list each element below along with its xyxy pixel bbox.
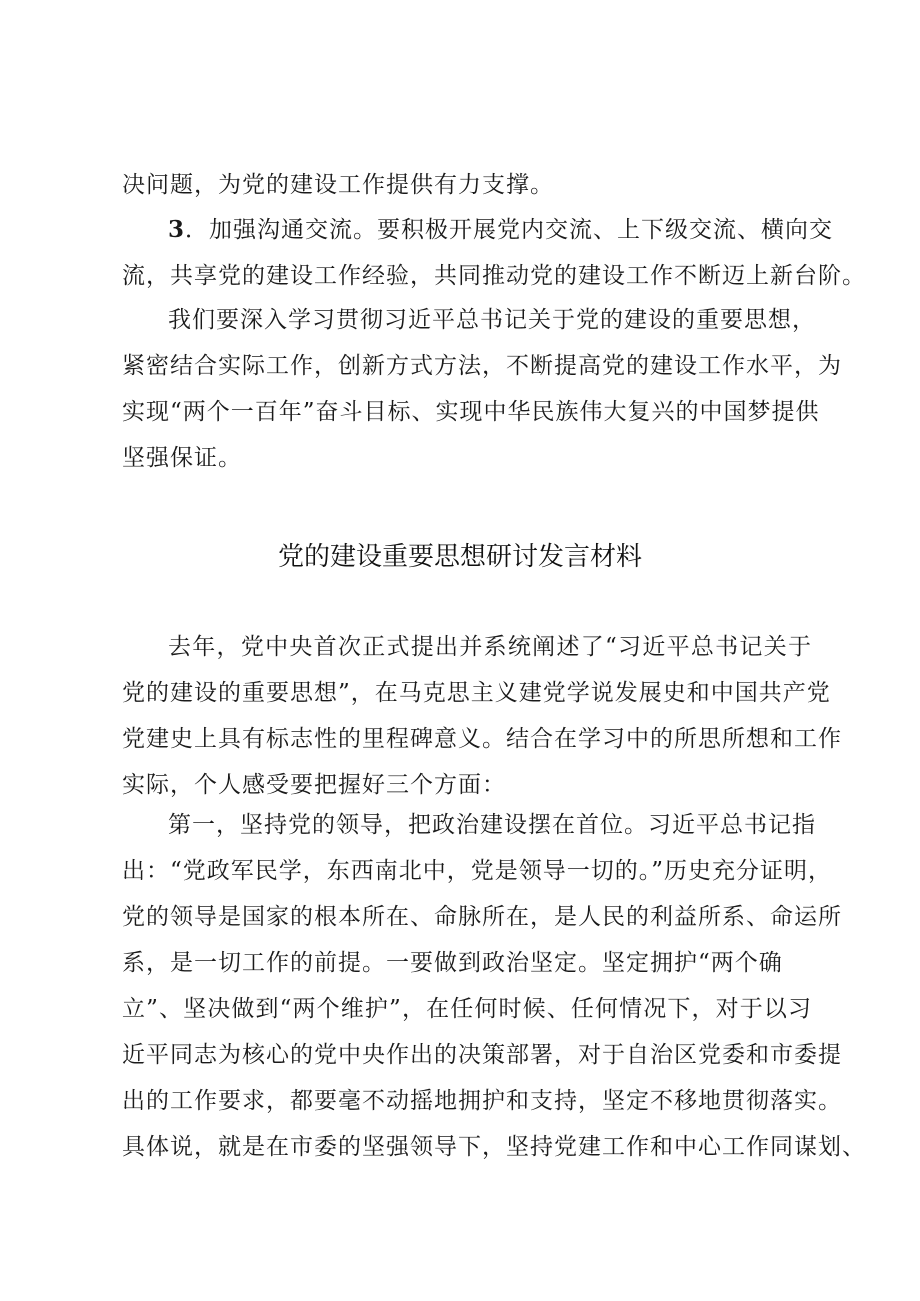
- text-line: 实际，个人感受要把握好三个方面：: [122, 772, 506, 798]
- text-line: 坚强保证。: [122, 445, 242, 471]
- text-line: 立”、坚决做到“两个维护”，在任何时候、任何情况下，对于以习: [122, 996, 812, 1022]
- item-number: 3: [168, 216, 186, 243]
- text-line: 出的工作要求，都要毫不动摇地拥护和支持，坚定不移地贯彻落实。: [122, 1088, 842, 1114]
- text-line: 党的领导是国家的根本所在、命脉所在，是人民的利益所系、命运所: [122, 904, 842, 930]
- text-line: [122, 207, 834, 253]
- text-line: 第一，坚持党的领导，把政治建设摆在首位。习近平总书记指: [168, 812, 816, 838]
- paragraph-first-point: [122, 802, 866, 1170]
- text-line: 近平同志为核心的党中央作出的决策部署，对于自治区党委和市委提: [122, 1042, 842, 1068]
- text-line: 紧密结合实际工作，创新方式方法，不断提高党的建设工作水平，为: [122, 353, 842, 379]
- paragraph-continuation: [122, 162, 812, 208]
- text-line: 去年，党中央首次正式提出并系统阐述了“习近平总书记关于: [168, 634, 812, 660]
- paragraph-item-3: [122, 207, 866, 299]
- text-line: 我们要深入学习贯彻习近平总书记关于党的建设的重要思想，: [168, 307, 816, 333]
- text-line: 实现“两个一百年”奋斗目标、实现中华民族伟大复兴的中国梦提供: [122, 399, 820, 425]
- document-title: 党的建设重要思想研讨发言材料: [277, 542, 642, 572]
- paragraph-intro: [122, 624, 842, 808]
- text-line: 出：“党政军民学，东西南北中，党是领导一切的。”历史充分证明，: [122, 858, 833, 884]
- text-line: 党的建设的重要思想”，在马克思主义建党学说发展史和中国共产党: [122, 680, 831, 706]
- text-line: 具体说，就是在市委的坚强领导下，坚持党建工作和中心工作同谋划、: [122, 1134, 866, 1160]
- text-line: 党建史上具有标志性的里程碑意义。结合在学习中的所思所想和工作: [122, 726, 842, 752]
- paragraph-conclusion: [122, 297, 842, 481]
- text-line: 流，共享党的建设工作经验，共同推动党的建设工作不断迈上新台阶。: [122, 263, 866, 289]
- text-line: 系，是一切工作的前提。一要做到政治坚定。坚定拥护“两个确: [122, 950, 783, 976]
- text-line: 决问题，为党的建设工作提供有力支撑。: [122, 172, 554, 198]
- text-fragment: ．加强沟通交流。要积极开展党内交流、上下级交流、横向交: [185, 217, 834, 243]
